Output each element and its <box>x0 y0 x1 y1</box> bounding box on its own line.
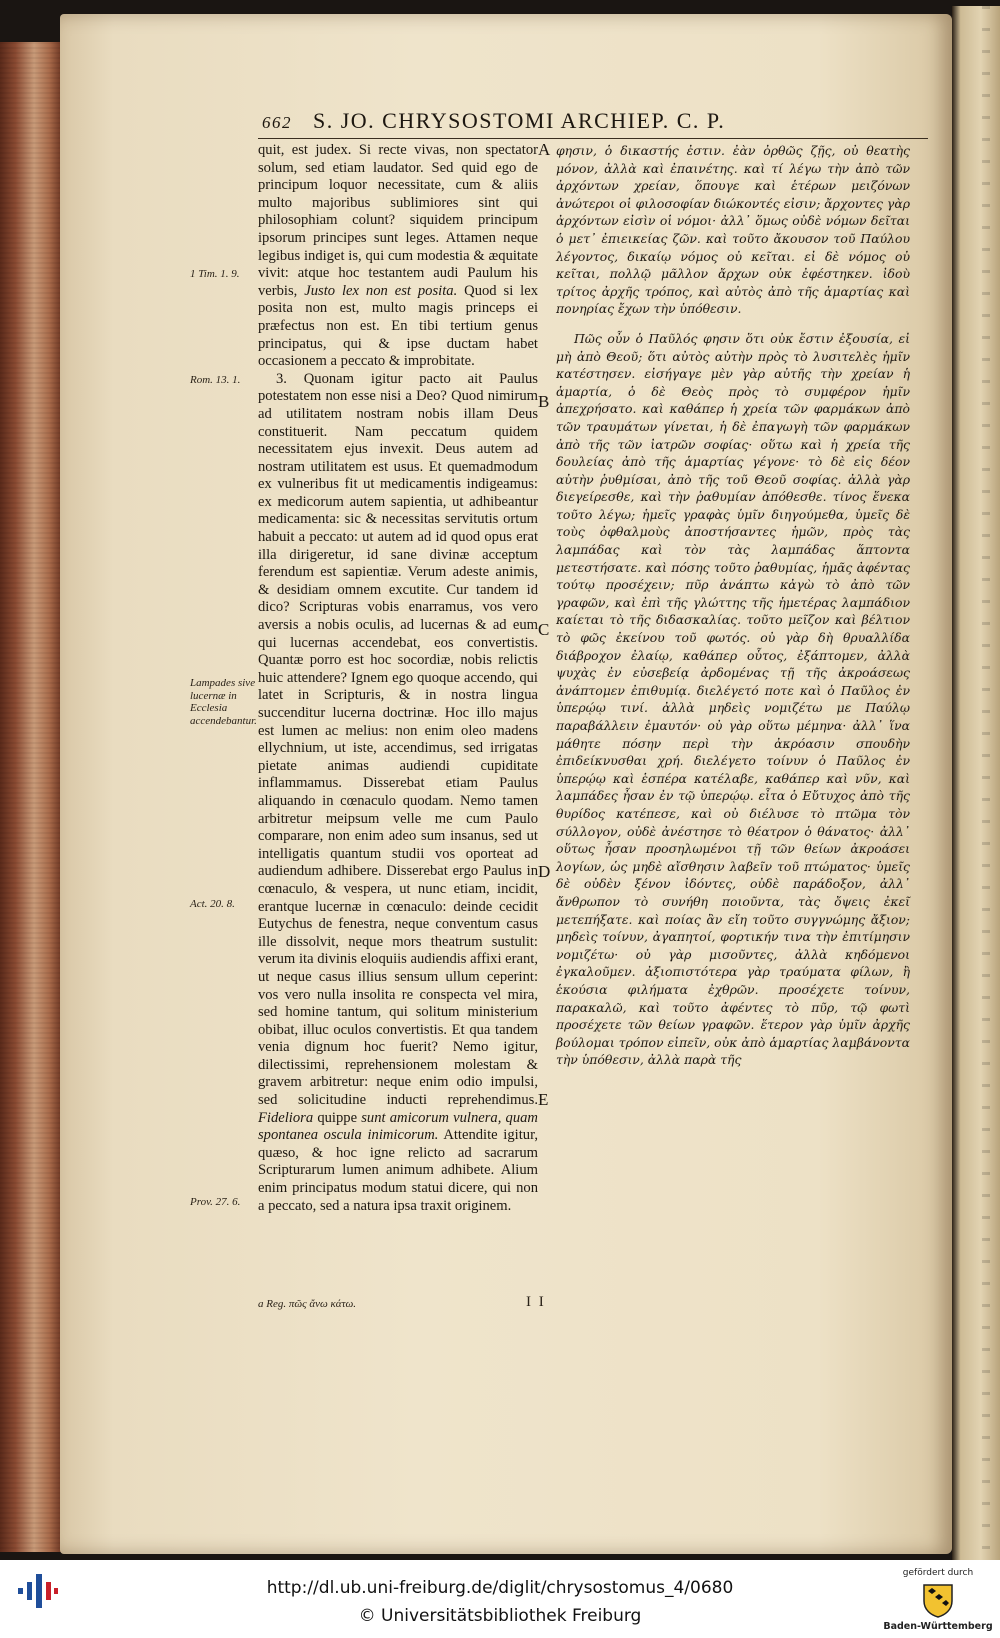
latin-paragraph <box>258 371 538 1216</box>
latin-column <box>258 142 538 1215</box>
latin-text: Attendite igitur, quæso, & hoc igne relicto ad sacrarum Scripturarum lumen animum adhibete. Alium enim principatus modum statui dicere, qui non a peccato, sed a natura ipsa traxit originem. <box>258 1127 538 1214</box>
next-page-edge <box>952 6 1000 1560</box>
section-letter-e: E <box>538 1090 549 1109</box>
funder-block <box>880 1568 996 1632</box>
running-head-title: S. JO. CHRYSOSTOMI ARCHIEP. C. P. <box>313 108 726 133</box>
greek-paragraph: Πῶς οὖν ὁ Παῦλός φησιν ὅτι οὐκ ἔστιν ἐξουσία, εἰ μὴ ἀπὸ Θεοῦ; ὅτι αὐτὸς αὐτὴν πρὸς τὸ λυσιτελὲς ἡμῖν κατέστησεν. εἰσήγαγε μὲν γὰρ αὐτῆς τὴν χρείαν ἡ ἁμαρτία, ὁ δὲ Θεὸς πρὸς τὸ συμφέρον ἡμῖν ἀπεχρήσατο. καὶ καθάπερ ἡ χρεία τῶν φαρμάκων ἀπὸ τῶν τραυμάτων γίνεται, ἡ δὲ ἐπαγωγὴ τῶν φαρμάκων ἀπὸ τῆς τῶν ἰατρῶν σοφίας· οὕτω καὶ ἡ χρεία τῆς δουλείας ἀπὸ τῆς ἁμαρτίας γέγονε· τὸ δὲ εἰς δέον αὐτὴν ῥυθμίσαι, ἀπὸ τῆς τοῦ Θεοῦ σοφίας. ἀλλὰ γὰρ διεγείρεσθε, καὶ τὴν ῥαθυμίαν ἀπόθεσθε. τίνος ἕνεκα τοῦτο λέγω; ἡμεῖς γραφὰς ὑμῖν διηγούμεθα, ὑμεῖς δὲ τοὺς ὀφθαλμοὺς ἀποστήσαντες ἡμῶν, πρὸς τὰς λαμπάδας καὶ τὸν τὰς λαμπάδας ἅπτοντα μετεστήσατε. καὶ πόσης τοῦτο ῥαθυμίας, ἡμᾶς ἀφέντας τούτῳ προσέχειν; πῦρ ἀνάπτω κἀγὼ τὸ ἀπὸ τῶν γραφῶν, καὶ ἐπὶ τῆς γλώττης τῆς ἡμετέρας λαμπάδιον καίεται τὸ τῆς διδασκαλίας. τοῦτο μεῖζον καὶ βέλτιον τὸ φῶς ἐκείνου τοῦ φωτός. οὐ γὰρ δὴ θρυαλλίδα διάβροχον ἐλαίῳ, καθάπερ οὗτος, ἐξάπτομεν, ἀλλὰ ψυχὰς ἐν εὐσεβείᾳ ἀρδομένας τῇ τῆς ἀκροάσεως ἀνάπτομεν ἐπιθυμίᾳ. διελέγετό ποτε καὶ ὁ Παῦλος ἐν ὑπερῴῳ τινί. ἀλλὰ μηδεὶς νομιζέτω με Παύλῳ παραβάλλειν ἐμαυτόν· οὐ γὰρ οὕτω μέμηνα· ἀλλ᾽ ἵνα μάθητε πόσην περὶ τὴν ἀκρόασιν σπουδὴν ἐπιδείκνυσθαι χρή. διελέγετο τοίνυν ὁ Παῦλος ἐν ὑπερῴῳ καὶ ἑσπέρα κατέλαβε, καθάπερ καὶ νῦν, καὶ λαμπάδες ἦσαν ἐν τῷ ὑπερῴῳ. εἶτα ὁ Εὔτυχος ἀπὸ τῆς θυρίδος κατέπεσε, καὶ οὐ διέλυσε τὸ πτῶμα τὸν σύλλογον, οὐδὲ ἀνέστησε τὸ θέατρον ὁ θάνατος· ἀλλ᾽ οὕτως ἦσαν προσηλωμένοι τῇ τῶν θείων ἀκροάσει λογίων, ὡς μηδὲ αἴσθησιν λαβεῖν τοῦ πτώματος· ὑμεῖς δὲ οὐδὲν ξένον ἰδόντες, οὐδὲ παράδοξον, ἀλλ᾽ ἄνθρωπον τὸ συνήθη ποιοῦντα, τὰς ὄψεις ἐκεῖ μετεπήξατε. καὶ ποίας ἂν εἴη τοῦτο συγγνώμης ἄξιον; μηδεὶς τοίνυν, ἀγαπητοί, φορτικήν τινα τὴν ἐπιτίμησιν νομιζέτω· οὐ γὰρ μισοῦντες, ἀλλὰ κηδόμενοι ἐγκαλοῦμεν. ἀξιοπιστότερα γὰρ τραύματα φίλων, ἢ ἑκούσια φιλήματα ἐχθρῶν. προσέχετε τοίνυν, παρακαλῶ, καὶ τοῦτο ἀφέντες τὸ πῦρ, τῷ φωτὶ προσέχετε τῶν θείων γραφῶν. ἕτερον γὰρ ὑμῖν ἀρχῆς βούλομαι τρόπον εἰπεῖν, οὐκ ἀπὸ ἁμαρτίας λαμβάνοντα τὴν ὑπόθεσιν, ἀλλὰ παρὰ τῆς <box>556 330 910 1068</box>
latin-quote: Fideliora <box>258 1109 314 1126</box>
funder-state: Baden-Württemberg <box>883 1621 993 1632</box>
page-number: 662 <box>262 113 292 132</box>
copyright-notice: © Universitätsbibliothek Freiburg <box>358 1606 642 1626</box>
header-rule <box>258 138 928 139</box>
viewer-footer <box>0 1560 1000 1638</box>
book-page-edge <box>0 42 62 1552</box>
greek-column <box>556 142 910 1069</box>
margin-note-lampades: Lampades sive lucernæ in Ecclesia accendebantur. <box>190 677 257 727</box>
permalink-url[interactable]: http://dl.ub.uni-freiburg.de/diglit/chrysostomus_4/0680 <box>266 1578 734 1598</box>
section-letter-a: A <box>538 140 551 159</box>
latin-quote: Justo lex non est posita. <box>304 282 458 299</box>
margin-note-rom: Rom. 13. 1. <box>190 374 241 386</box>
latin-text: Quod si lex posita non est, multo magis princeps ei præfectus non est. En tibi tertium genus principatus, qui & ipse ductam habet occasionem a peccato & improbitate. <box>258 282 539 370</box>
margin-note-tim: 1 Tim. 1. 9. <box>190 268 240 280</box>
signature-mark: I I <box>526 1294 546 1310</box>
latin-text: 3. Quonam igitur pacto ait Paulus potestatem non esse nisi a Deo? Quod nimirum ad utilitatem nostram nobis illam Deus constituerit. Nam peccatum quidem necessitatem ejus invexit. Deus autem ad nostram utilitatem est usus. Et quemadmodum ex vulneribus fit ut medicamentis indigeamus: ex medicorum autem sapientia, ut adhibeantur medicamenta: sic & necessitas servitutis ortum habuit a peccato: ut autem ad id quod opus erat illa dirigeretur, id sane divinæ acceptum ferendum est sapientiæ. Verum adeste animis, & desidiam omnem excutite. Cur tandem id dico? Scripturas vobis enarramus, vos vero aversis a nobis oculis, ad lucernas & ad eum qui lucernas accendebat, eos convertistis. Quantæ porro est hoc socordiæ, nobis relictis huic attendere? Ignem ego quoque accendo, qui latet in Scripturis, & in nostra lingua succenditur lucerna doctrinæ. Hoc illo majus est lumen ac melius: non enim oleo madens ellychnium, ut iste, accendimus, sed irrigatas pietate animas audiendi cupiditate inflammamus. Disserebat etiam Paulus aliquando in cœnaculo quodam. Nemo tamen arbitretur meipsum velle me cum Paulo comparare, non enim adeo sum insanus, sed ut intelligatis quantum studii vos oporteat ad audiendum adhibere. Disserebat ergo Paulus in cœnaculo, & vespera, ut nunc etiam, incidit, erantque lucernæ in cœnaculo: deinde cecidit Eutychus de fenestra, neque conventum casus ille dissolvit, neque mors theatrum sustulit: verum ita divinis eloquiis audiendis affixi erant, ut neque casus illius sensum ullum ceperint: vos vero nulla insolita re conspecta vel mira, sed homine tantum, qui solitum ministerium obibat, illuc oculos convertistis. Et qua tandem venia dignum hoc fuerit? Nemo igitur, dilectissimi, reprehensionem molestam & gravem arbitretur: neque enim odio impulsi, sed solicitudine inducti reprehendimus. <box>258 370 538 1109</box>
latin-text: quit, est judex. Si recte vivas, non spectator solum, sed etiam laudator. Sed quid ego de principum loquor necessitate, cum & aliis multo majoribus sublimiores sint qui philosophiam colunt? siquidem principum ipsorum principes sunt leges. Attamen neque legibus indiget is, qui cum modestia & æquitate vivit: atque hoc testantem audi Paulum his verbis, <box>258 142 538 299</box>
section-letter-c: C <box>538 620 550 639</box>
section-letter-d: D <box>538 862 551 881</box>
latin-paragraph <box>258 142 538 371</box>
margin-note-prov: Prov. 27. 6. <box>190 1196 241 1208</box>
running-head <box>262 108 922 134</box>
latin-text: quippe <box>317 1109 358 1126</box>
margin-note-act: Act. 20. 8. <box>190 898 235 910</box>
footnote: a Reg. πῶς ἄνω κάτω. <box>258 1298 357 1310</box>
section-letter-b: B <box>538 392 550 411</box>
funder-label: gefördert durch <box>902 1568 974 1578</box>
greek-paragraph: φησιν, ὁ δικαστής ἐστιν. ἐὰν ὀρθῶς ζῇς, οὐ θεατὴς μόνον, ἀλλὰ καὶ ἐπαινέτης. καὶ τί λέγω τὴν ἀπὸ τῶν ἀρχόντων χρείαν, ὅπουγε καὶ ἑτέρων μειζόνων ἀνώτεροι οἱ φιλοσοφίαν διώκοντές εἰσιν; ἄρχοντες γὰρ ἀρχόντων εἰσὶν οἱ νόμοι· ἀλλ᾽ ὅμως οὐδὲ νόμων δεῖται ὁ μετ᾽ ἐπιεικείας ζῶν. καὶ τοῦτο ἄκουσον τοῦ Παύλου λέγοντος, δικαίῳ νόμος οὐ κεῖται. εἰ δὲ νόμος οὐ κεῖται, πολλῷ μᾶλλον ἄρχων οὐκ ἐφέστηκεν. ἰδοὺ τρίτος ἀρχῆς τρόπος, καὶ αὐτὸς ἀπὸ τῆς ἁμαρτίας καὶ πονηρίας ἔχων τὴν ὑπόθεσιν. <box>556 143 910 317</box>
coat-of-arms-icon <box>918 1581 958 1619</box>
latin-quote: sunt amicorum vulnera, quam spontanea oscula inimicorum. <box>258 1109 538 1144</box>
